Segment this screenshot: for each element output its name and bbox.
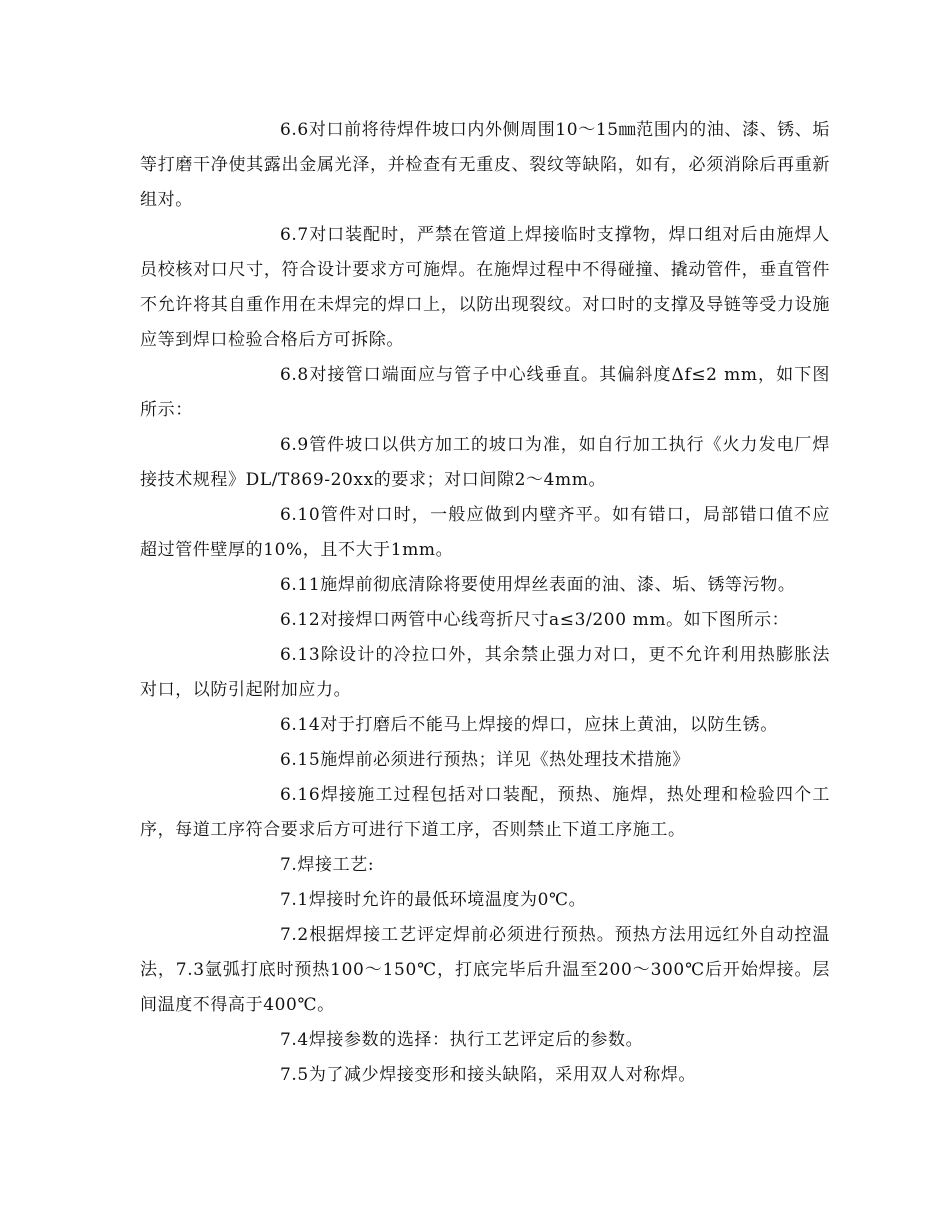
paragraph-6-13: 6.13除设计的冷拉口外，其余禁止强力对口，更不允许利用热膨胀法对口，以防引起附加应力。 bbox=[140, 645, 830, 700]
document-body bbox=[140, 113, 830, 1093]
paragraph-7-1: 7.1焊接时允许的最低环境温度为0℃。 bbox=[280, 890, 587, 910]
paragraph-6-15: 6.15施焊前必须进行预热；详见《热处理技术措施》 bbox=[280, 750, 690, 770]
paragraph-6-12: 6.12对接焊口两管中心线弯折尺寸a≤3/200 mm。如下图所示： bbox=[280, 610, 790, 630]
paragraph-6-7: 6.7对口装配时，严禁在管道上焊接临时支撑物，焊口组对后由施焊人员校核对口尺寸，符合设计要求方可施焊。在施焊过程中不得碰撞、撬动管件，垂直管件不允许将其自重作用在未焊完的焊口上，以防出现裂纹。对口时的支撑及导链等受力设施应等到焊口检验合格后方可拆除。 bbox=[140, 225, 830, 350]
paragraph-7-4: 7.4焊接参数的选择：执行工艺评定后的参数。 bbox=[280, 1030, 644, 1050]
paragraph-6-11: 6.11施焊前彻底清除将要使用焊丝表面的油、漆、垢、锈等污物。 bbox=[280, 575, 796, 595]
paragraph-6-14: 6.14对于打磨后不能马上焊接的焊口，应抹上黄油，以防生锈。 bbox=[280, 715, 778, 735]
paragraph-6-8: 6.8对接管口端面应与管子中心线垂直。其偏斜度Δf≤2 mm，如下图所示： bbox=[140, 365, 830, 420]
paragraph-7-5: 7.5为了减少焊接变形和接头缺陷，采用双人对称焊。 bbox=[280, 1065, 697, 1085]
paragraph-6-16: 6.16焊接施工过程包括对口装配，预热、施焊，热处理和检验四个工序，每道工序符合要求后方可进行下道工序，否则禁止下道工序施工。 bbox=[140, 785, 830, 840]
paragraph-6-6: 6.6对口前将待焊件坡口内外侧周围10～15㎜范围内的油、漆、锈、垢等打磨干净使其露出金属光泽，并检查有无重皮、裂纹等缺陷，如有，必须消除后再重新组对。 bbox=[140, 120, 830, 210]
paragraph-6-10: 6.10管件对口时，一般应做到内壁齐平。如有错口，局部错口值不应超过管件壁厚的10%，且不大于1mm。 bbox=[140, 505, 830, 560]
section-heading-7: 7.焊接工艺: bbox=[280, 855, 375, 875]
paragraph-6-9: 6.9管件坡口以供方加工的坡口为准，如自行加工执行《火力发电厂焊接技术规程》DL/T869-20xx的要求；对口间隙2～4mm。 bbox=[140, 435, 830, 490]
paragraph-7-2: 7.2根据焊接工艺评定焊前必须进行预热。预热方法用远红外自动控温法，7.3氩弧打底时预热100～150℃，打底完毕后升温至200～300℃后开始焊接。层间温度不得高于400℃。 bbox=[140, 925, 830, 1015]
